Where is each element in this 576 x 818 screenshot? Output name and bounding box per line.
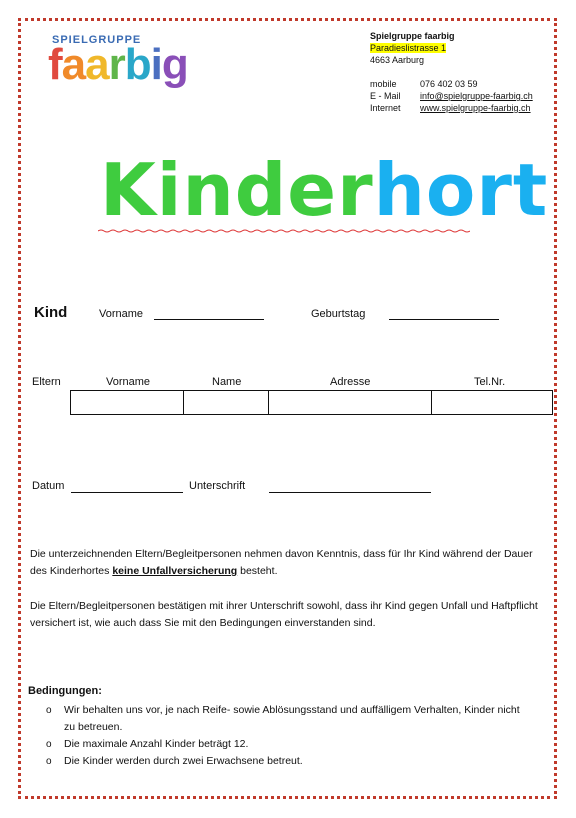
org-name: Spielgruppe faarbig xyxy=(370,31,455,41)
kind-vorname-field[interactable] xyxy=(154,319,264,320)
no-accident-insurance-emphasis: keine Unfallversicherung xyxy=(112,565,238,577)
conditions-heading: Bedingungen: xyxy=(28,685,102,697)
kind-vorname-label: Vorname xyxy=(99,308,144,320)
datum-label: Datum xyxy=(32,480,65,492)
street: Paradieslistrasse 1 xyxy=(370,43,447,53)
geburtstag-field[interactable] xyxy=(389,319,499,320)
col-telnr: Tel.Nr. xyxy=(474,376,506,388)
list-item: o Die maximale Anzahl Kinder beträgt 12. xyxy=(44,736,524,753)
eltern-table xyxy=(70,390,553,415)
col-vorname: Vorname xyxy=(106,376,151,388)
datum-field[interactable] xyxy=(71,492,183,493)
unterschrift-label: Unterschrift xyxy=(189,480,246,492)
contact-value: 076 402 03 59 xyxy=(420,79,478,89)
title-part-hort: hort xyxy=(373,148,549,232)
table-row xyxy=(71,391,553,415)
contact-row-internet xyxy=(370,102,533,114)
kind-heading: Kind xyxy=(34,304,68,321)
paragraph-insurance-notice: Die unterzeichnenden Eltern/Begleitpersonen nehmen davon Kenntnis, dass für Ihr Kind während der Dauer des Kinderhortes keine Unfallversicherung besteht. xyxy=(30,548,533,577)
paragraph-confirmation: Die Eltern/Begleitpersonen bestätigen mit ihrer Unterschrift sowohl, dass ihr Kind gegen Unfall und Haftpflicht versichert ist, wie auch dass Sie mit den Bedingungen einverstanden sind. xyxy=(30,600,538,629)
telnr-cell[interactable] xyxy=(432,391,553,415)
name-cell[interactable] xyxy=(184,391,269,415)
city: 4663 Aarburg xyxy=(370,55,425,65)
col-adresse: Adresse xyxy=(330,376,371,388)
conditions-list xyxy=(44,702,524,770)
contact-key: mobile xyxy=(370,79,397,89)
eltern-heading: Eltern xyxy=(32,376,61,388)
contact-key: Internet xyxy=(370,103,401,113)
website-link[interactable]: www.spielgruppe-faarbig.ch xyxy=(420,103,531,113)
page-title xyxy=(100,150,548,230)
logo-small-text: SPIELGRUPPE xyxy=(52,34,142,46)
geburtstag-label: Geburtstag xyxy=(311,308,366,320)
vorname-cell[interactable] xyxy=(71,391,184,415)
adresse-cell[interactable] xyxy=(269,391,432,415)
spellcheck-squiggle xyxy=(98,229,470,233)
col-name: Name xyxy=(212,376,242,388)
unterschrift-field[interactable] xyxy=(269,492,431,493)
contact-key: E - Mail xyxy=(370,91,401,101)
title-part-kinder: Kinder xyxy=(100,148,374,232)
contact-row-email xyxy=(370,90,533,102)
email-link[interactable]: info@spielgruppe-faarbig.ch xyxy=(420,91,533,101)
faarbig-logo xyxy=(48,34,220,90)
logo-wordmark: faarbig xyxy=(48,40,188,89)
contact-block xyxy=(370,30,533,114)
list-item: o Wir behalten uns vor, je nach Reife- sowie Ablösungsstand und auffälligem Verhalten, Kinder nicht zu betreuen. xyxy=(44,702,524,736)
list-item: o Die Kinder werden durch zwei Erwachsene betreut. xyxy=(44,753,524,770)
contact-row-mobile xyxy=(370,78,533,90)
